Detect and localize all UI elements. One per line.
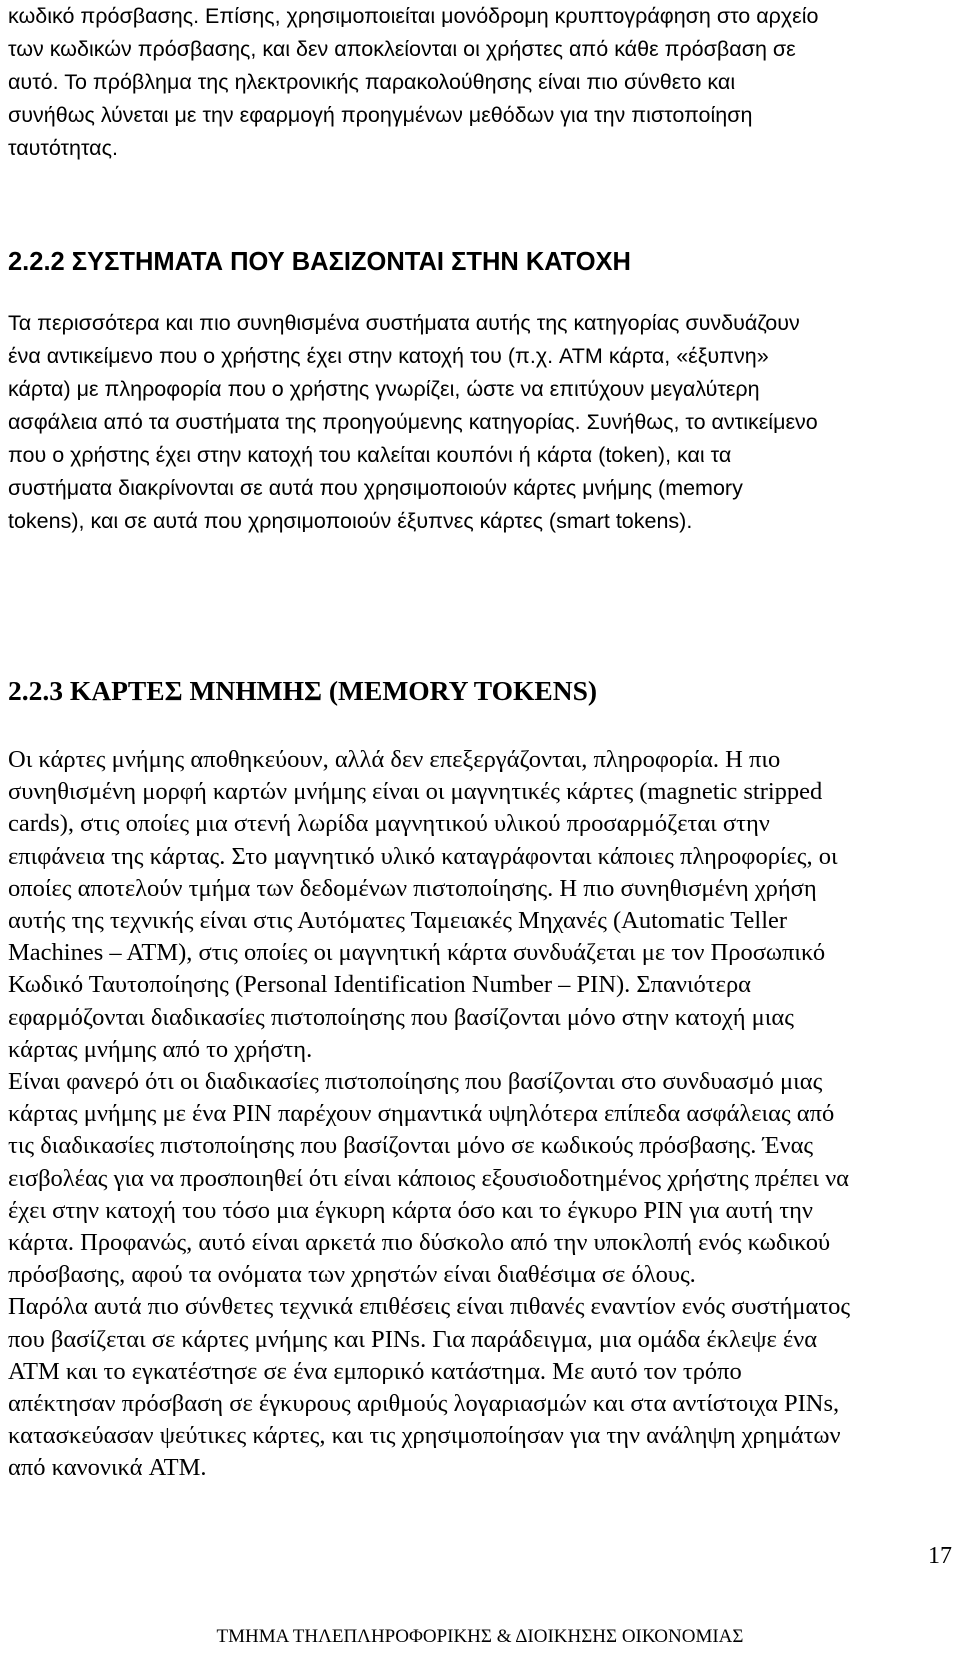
paragraph-line: Είναι φανερό ότι οι διαδικασίες πιστοποίησης που βασίζονται στο συνδυασμό μιας [8,1068,823,1096]
paragraph-line: που ο χρήστης έχει στην κατοχή του καλείται κουπόνι ή κάρτα (token), και τα [8,443,732,467]
paragraph-line: ένα αντικείμενο που ο χρήστης έχει στην κατοχή του (π.χ. ATM κάρτα, «έξυπνη» [8,344,769,368]
paragraph-line: Οι κάρτες μνήμης αποθηκεύουν, αλλά δεν επεξεργάζονται, πληροφορία. Η πιο [8,746,781,773]
page-footer: ΤΜΗΜΑ ΤΗΛΕΠΛΗΡΟΦΟΡΙΚΗΣ & ΔΙΟΙΚΗΣΗΣ ΟΙΚΟΝΟΜΙΑΣ [216,1626,744,1647]
paragraph-line: από κανονικά ATM. [8,1454,207,1482]
paragraph-line: ασφάλεια από τα συστήματα της προηγούμενης κατηγορίας. Συνήθως, το αντικείμενο [8,410,818,434]
paragraph-line: έχει στην κατοχή του τόσο μια έγκυρη κάρτα όσο και το έγκυρο PIN για αυτή την [8,1196,813,1224]
paragraph-line: ταυτότητας. [8,136,118,160]
paragraph-line: εισβολέας για να προσποιηθεί ότι είναι κάποιος εξουσιοδοτημένος χρήστης πρέπει να [8,1164,849,1192]
section-2-2-3-body [8,744,952,1485]
intro-paragraph [8,0,952,165]
paragraph-line: tokens), και σε αυτά που χρησιμοποιούν έξυπνες κάρτες (smart tokens). [8,509,693,533]
paragraph-line: αυτής της τεχνικής είναι στις Αυτόματες Ταμειακές Μηχανές (Automatic Teller [8,907,788,935]
paragraph-line: κατασκεύασαν ψεύτικες κάρτες, και τις χρησιμοποίησαν για την ανάληψη χρημάτων [8,1422,841,1450]
paragraph-line: τις διαδικασίες πιστοποίησης που βασίζονται μόνο σε κωδικούς πρόσβασης. Ένας [8,1132,814,1160]
paragraph-line: συνήθως λύνεται με την εφαρμογή προηγμένων μεθόδων για την πιστοποίηση [8,103,753,127]
paragraph-line: cards), στις οποίες μια στενή λωρίδα μαγνητικού υλικού προσαρμόζεται στην [8,810,770,838]
paragraph-line: οποίες αποτελούν τμήμα των δεδομένων πιστοποίησης. Η πιο συνηθισμένη χρήση [8,874,817,902]
paragraph-line: κωδικό πρόσβασης. Επίσης, χρησιμοποιείται μονόδρομη κρυπτογράφηση στο αρχείο [8,4,819,28]
page-number: 17 [928,1543,952,1569]
paragraph-line: που βασίζεται σε κάρτες μνήμης και PINs. Για παράδειγμα, μια ομάδα έκλεψε ένα [8,1325,818,1353]
paragraph-line: συνηθισμένη μορφή καρτών μνήμης είναι οι μαγνητικές κάρτες (magnetic stripped [8,778,823,806]
paragraph-line: των κωδικών πρόσβασης, και δεν αποκλείονται οι χρήστες από κάθε πρόσβαση σε [8,37,796,61]
paragraph-line: εφαρμόζονται διαδικασίες πιστοποίησης που βασίζονται μόνο στην κατοχή μιας [8,1003,794,1031]
paragraph-line: Κωδικό Ταυτοποίησης (Personal Identification Number – PIN). Σπανιότερα [8,971,752,999]
section-heading-2-2-3: 2.2.3 ΚΑΡΤΕΣ ΜΝΗΜΗΣ (MEMORY TOKENS) [8,675,598,706]
paragraph-line: Machines – ATM), στις οποίες οι μαγνητική κάρτα συνδυάζεται με τον Προσωπικό [8,939,826,967]
paragraph-line: κάρτας μνήμης από το χρήστη. [8,1035,313,1063]
paragraph-line: κάρτα. Προφανώς, αυτό είναι αρκετά πιο δύσκολο από την υποκλοπή ενός κωδικού [8,1229,831,1257]
paragraph-line: Τα περισσότερα και πιο συνηθισμένα συστήματα αυτής της κατηγορίας συνδυάζουν [8,311,800,335]
paragraph-line: κάρτα) με πληροφορία που ο χρήστης γνωρίζει, ώστε να επιτύχουν μεγαλύτερη [8,377,760,401]
paragraph-line: πρόσβασης, αφού τα ονόματα των χρηστών είναι διαθέσιμα σε όλους. [8,1261,696,1289]
paragraph-line: αυτό. Το πρόβλημα της ηλεκτρονικής παρακολούθησης είναι πιο σύνθετο και [8,70,736,94]
paragraph-line: ATM και το εγκατέστησε σε ένα εμπορικό κατάστημα. Με αυτό τον τρόπο [8,1357,742,1385]
paragraph-line: απέκτησαν πρόσβαση σε έγκυρους αριθμούς λογαριασμών και στα αντίστοιχα PINs, [8,1390,840,1418]
paragraph-line: επιφάνεια της κάρτας. Στο μαγνητικό υλικό καταγράφονται κάποιες πληροφορίες, οι [8,842,838,870]
section-2-2-3-paragraph-2 [8,1066,952,1291]
section-2-2-2-paragraph [8,307,952,538]
paragraph-line: κάρτας μνήμης με ένα PIN παρέχουν σημαντικά υψηλότερα επίπεδα ασφάλειας από [8,1100,835,1128]
section-heading-2-2-2: 2.2.2 ΣΥΣΤΗΜΑΤΑ ΠΟΥ ΒΑΣΙΖΟΝΤΑΙ ΣΤΗΝ ΚΑΤΟΧΗ [8,248,631,276]
section-2-2-3-paragraph-1 [8,744,952,1066]
paragraph-line: Παρόλα αυτά πιο σύνθετες τεχνικά επιθέσεις είναι πιθανές εναντίον ενός συστήματος [8,1293,851,1321]
section-2-2-3-paragraph-3 [8,1291,952,1484]
paragraph-line: συστήματα διακρίνονται σε αυτά που χρησιμοποιούν κάρτες μνήμης (memory [8,476,743,500]
